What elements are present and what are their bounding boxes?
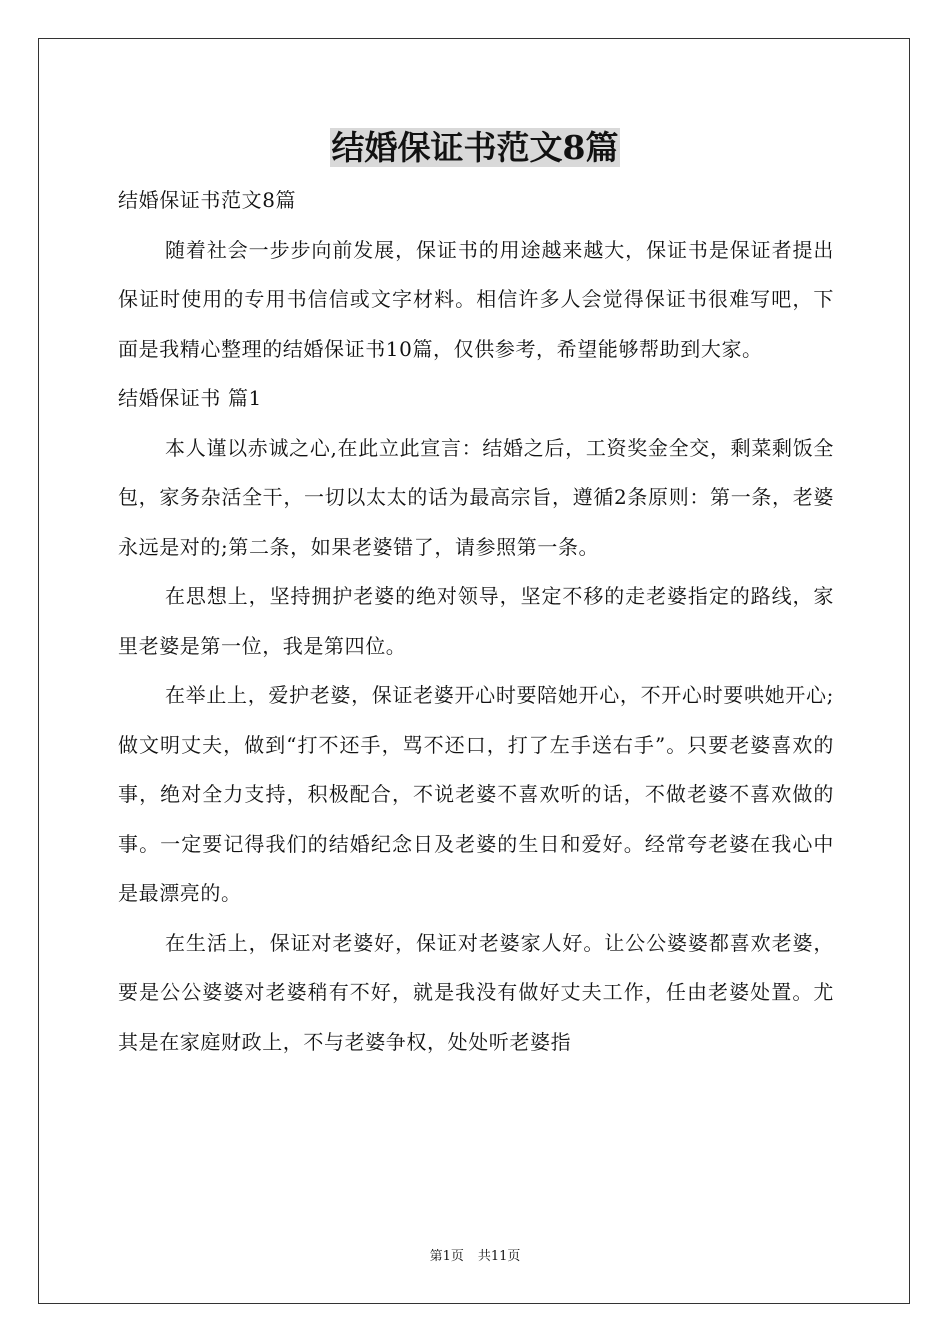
intro-paragraph: 随着社会一步步向前发展，保证书的用途越来越大，保证书是保证者提出保证时使用的专用书信信或文字材料。相信许多人会觉得保证书很难写吧，下面是我精心整理的结婚保证书10篇，仅供参考，希望能够帮助到大家。 xyxy=(118,237,834,361)
document-body xyxy=(118,176,834,1067)
page-footer xyxy=(0,1248,950,1266)
body-paragraph: 在举止上，爱护老婆，保证老婆开心时要陪她开心，不开心时要哄她开心;做文明丈夫，做到“打不还手，骂不还口，打了左手送右手”。只要老婆喜欢的事，绝对全力支持，积极配合，不说老婆不喜欢听的话，不做老婆不喜欢做的事。一定要记得我们的结婚纪念日及老婆的生日和爱好。经常夸老婆在我心中是最漂亮的。 xyxy=(118,683,834,905)
page-number-total: 共11页 xyxy=(477,1249,521,1264)
body-paragraph: 本人谨以赤诚之心,在此立此宣言：结婚之后，工资奖金全交，剩菜剩饭全包，家务杂活全干，一切以太太的话为最高宗旨，遵循2条原则：第一条，老婆永远是对的;第二条，如果老婆错了，请参照第一条。 xyxy=(118,435,834,559)
document-title xyxy=(0,124,950,172)
subtitle-line: 结婚保证书范文8篇 xyxy=(118,188,297,212)
section-heading: 结婚保证书 篇1 xyxy=(118,386,262,410)
body-paragraph: 在思想上，坚持拥护老婆的绝对领导，坚定不移的走老婆指定的路线，家里老婆是第一位，我是第四位。 xyxy=(118,584,834,658)
document-title-text: 结婚保证书范文8篇 xyxy=(331,128,619,167)
body-paragraph: 在生活上，保证对老婆好，保证对老婆家人好。让公公婆婆都喜欢老婆，要是公公婆婆对老婆稍有不好，就是我没有做好丈夫工作，任由老婆处置。尤其是在家庭财政上，不与老婆争权，处处听老婆指 xyxy=(118,930,834,1054)
page-number-current: 第1页 xyxy=(429,1249,464,1264)
